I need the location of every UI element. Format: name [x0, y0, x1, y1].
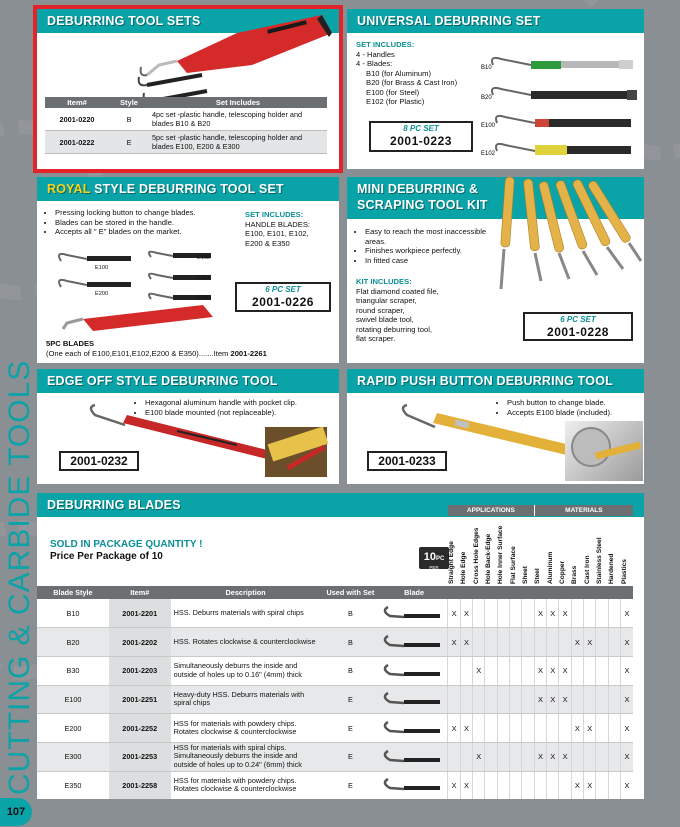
application-mark — [485, 656, 497, 685]
used-with-set: E — [321, 771, 381, 799]
blade-label: E102 — [197, 255, 211, 261]
kit-line: swivel blade tool, — [356, 315, 414, 324]
blade-row — [37, 656, 633, 685]
application-mark: X — [448, 599, 460, 628]
application-mark — [510, 714, 522, 743]
edge-off-usage-photo — [265, 427, 327, 477]
application-mark — [497, 685, 509, 714]
material-mark — [596, 656, 608, 685]
app-column: Hole Back-Edge — [484, 533, 492, 584]
note-text: (One each of E100,E101,E102,E200 & E350).......Item — [46, 348, 231, 358]
app-column: Hole Inner Surface — [497, 525, 505, 584]
set-line: E100, E101, E102, — [245, 229, 309, 238]
application-mark — [510, 685, 522, 714]
blade-row — [37, 714, 633, 743]
description: Simultaneously deburrs the inside and outside of holes up to 0.16" (4mm) thick — [171, 656, 321, 685]
material-mark: X — [534, 742, 546, 771]
application-mark — [460, 742, 472, 771]
material-mark — [608, 599, 620, 628]
note-item: 2001-2261 — [230, 348, 267, 358]
application-mark: X — [448, 714, 460, 743]
app-column: Flat Surface — [509, 546, 517, 584]
feature-item: • Easy to reach the most inaccessible areas. — [365, 227, 490, 246]
application-mark: X — [460, 714, 472, 743]
panel-universal-deburring-set — [347, 9, 644, 169]
material-mark: X — [559, 656, 571, 685]
badge-sub: PER PACKAGE — [423, 565, 445, 576]
material-mark: X — [621, 714, 633, 743]
kit-line: triangular scraper, — [356, 296, 417, 305]
panel-title — [37, 177, 339, 201]
application-mark — [460, 656, 472, 685]
application-mark — [522, 628, 534, 657]
description: HSS. Rotates clockwise & counterclockwise — [171, 628, 321, 657]
material-mark: X — [621, 599, 633, 628]
blade-label: E200 — [95, 291, 109, 297]
material-mark: X — [621, 771, 633, 799]
svg-text:B20: B20 — [481, 95, 492, 101]
material-mark — [608, 685, 620, 714]
material-mark: X — [534, 685, 546, 714]
set-line: B10 (for Aluminum) — [366, 68, 431, 78]
application-mark — [473, 685, 485, 714]
item-code-box — [523, 312, 633, 341]
sold-in-package: SOLD IN PACKAGE QUANTITY ! — [50, 539, 203, 550]
blade-style: B20 — [37, 628, 109, 657]
application-mark — [522, 685, 534, 714]
blade-image — [380, 628, 448, 657]
material-mark — [534, 771, 546, 799]
used-with-set: B — [321, 599, 381, 628]
item-number: 2001-2202 — [109, 628, 171, 657]
material-mark: X — [559, 742, 571, 771]
column-header: Blade — [380, 586, 448, 599]
app-column: Hole Edge — [460, 551, 468, 584]
used-with-set: E — [321, 714, 381, 743]
application-mark — [522, 771, 534, 799]
application-mark — [497, 771, 509, 799]
material-mark — [547, 628, 559, 657]
panel-title: DEBURRING TOOL SETS — [37, 9, 339, 33]
badge-number: 10 — [423, 551, 436, 563]
material-mark — [534, 714, 546, 743]
material-mark: X — [621, 685, 633, 714]
rapid-usage-photo — [565, 421, 643, 481]
mat-column: Hardened — [608, 553, 616, 584]
set-size: 6 PC SET — [560, 315, 596, 324]
set-includes-heading: SET INCLUDES: — [245, 210, 304, 219]
set-line: B20 (for Brass & Cast Iron) — [366, 78, 458, 87]
price-per-package: Price Per Package of 10 — [50, 551, 163, 562]
mat-column: Copper — [558, 560, 566, 584]
material-mark — [559, 714, 571, 743]
application-mark: X — [460, 628, 472, 657]
material-mark — [584, 599, 596, 628]
feature-item: • Accepts all " E" blades on the market. — [55, 227, 235, 237]
application-mark — [448, 685, 460, 714]
feature-item: • In fitted case — [365, 256, 490, 266]
material-mark: X — [571, 628, 583, 657]
application-mark: X — [448, 628, 460, 657]
blade-image — [380, 599, 448, 628]
blade-style: E350 — [37, 771, 109, 799]
panel-mini-deburring-kit — [347, 177, 644, 363]
application-mark — [473, 771, 485, 799]
material-mark: X — [534, 599, 546, 628]
feature-item: • Hexagonal aluminum handle with pocket clip. — [145, 398, 335, 408]
panel-edge-off-tool — [37, 369, 339, 484]
material-mark: X — [571, 714, 583, 743]
blade-image — [380, 771, 448, 799]
panel-title: RAPID PUSH BUTTON DEBURRING TOOL — [347, 369, 644, 393]
column-header: Style — [109, 97, 149, 108]
panel-title: EDGE OFF STYLE DEBURRING TOOL — [37, 369, 339, 393]
application-mark: X — [460, 599, 472, 628]
mini-kit-image — [487, 177, 643, 307]
application-mark — [497, 714, 509, 743]
material-mark: X — [547, 599, 559, 628]
used-with-set: B — [321, 656, 381, 685]
set-line: 4 - Handles — [356, 49, 395, 59]
used-with-set: E — [321, 685, 381, 714]
application-mark — [522, 599, 534, 628]
column-header: Item# — [109, 586, 171, 599]
used-with-set: E — [321, 742, 381, 771]
material-mark — [584, 656, 596, 685]
material-mark — [596, 742, 608, 771]
feature-item: • Blades can be stored in the handle. — [55, 218, 235, 228]
application-mark: X — [448, 771, 460, 799]
mat-column: Aluminum — [546, 551, 554, 584]
app-column: Straight Edge — [447, 541, 455, 584]
application-mark — [510, 628, 522, 657]
application-mark — [485, 628, 497, 657]
app-column: Sheet — [521, 566, 529, 584]
features-list — [55, 208, 235, 237]
kit-includes-heading: KIT INCLUDES: — [356, 277, 412, 286]
set-includes — [356, 40, 491, 107]
royal-word: ROYAL — [47, 182, 91, 196]
panel-title: DEBURRING BLADES — [37, 493, 644, 517]
application-mark — [522, 742, 534, 771]
mat-column: Steel — [534, 568, 542, 584]
application-mark — [473, 628, 485, 657]
material-mark: X — [584, 628, 596, 657]
kit-line: flat scraper. — [356, 334, 396, 343]
feature-item: • Accepts E100 blade (included). — [507, 408, 642, 418]
application-mark — [473, 714, 485, 743]
material-mark: X — [621, 656, 633, 685]
column-header: Set Includes — [149, 97, 327, 108]
kit-line: round scraper, — [356, 305, 405, 315]
set-includes: 4pc set -plastic handle, telescoping holder and blades B10 & B20 — [149, 108, 327, 131]
panel-title-line: MINI DEBURRING & — [357, 182, 479, 196]
highlight-frame — [33, 5, 343, 173]
application-mark — [510, 599, 522, 628]
blade-style: E200 — [37, 714, 109, 743]
set-line: HANDLE BLADES: — [245, 219, 310, 229]
material-mark — [571, 742, 583, 771]
application-mark — [473, 599, 485, 628]
application-mark: X — [460, 771, 472, 799]
item-code: 2001-0223 — [390, 134, 452, 148]
application-mark — [522, 656, 534, 685]
note-heading: 5PC BLADES — [46, 339, 95, 348]
set-includes: 5pc set -plastic handle, telescoping holder and blades E100, E200 & E300 — [149, 131, 327, 154]
item-number: 2001-2251 — [109, 685, 171, 714]
set-includes — [245, 210, 310, 248]
application-mark — [448, 742, 460, 771]
application-mark — [485, 599, 497, 628]
panel-rapid-push-button-tool — [347, 369, 644, 484]
style: B — [109, 108, 149, 131]
material-mark — [608, 656, 620, 685]
material-mark: X — [559, 685, 571, 714]
side-title: CUTTING & CARBIDE TOOLS — [3, 359, 36, 795]
application-mark — [510, 742, 522, 771]
svg-text:B10: B10 — [481, 65, 492, 71]
application-mark — [510, 656, 522, 685]
blade-style: B10 — [37, 599, 109, 628]
blade-row — [37, 628, 633, 657]
application-mark — [485, 714, 497, 743]
svg-text:E102: E102 — [481, 151, 496, 157]
blades-table — [37, 505, 633, 799]
blade-image — [380, 685, 448, 714]
application-mark — [497, 599, 509, 628]
universal-set-image — [479, 47, 639, 162]
item-number: 2001-2258 — [109, 771, 171, 799]
item-code: 2001-0232 — [59, 451, 139, 471]
mat-column: Plastics — [620, 559, 628, 584]
material-mark: X — [534, 656, 546, 685]
material-mark: X — [621, 742, 633, 771]
application-mark — [485, 771, 497, 799]
app-column: Cross Hole Edges — [472, 527, 480, 584]
description: HSS for materials with powdery chips. Rotates clockwise & counterclockwise — [171, 771, 321, 799]
item-code-box — [235, 282, 331, 312]
material-mark: X — [584, 771, 596, 799]
mat-column: Stainless Steel — [595, 537, 603, 584]
panel-title-rest: STYLE DEBURRING TOOL SET — [90, 182, 284, 196]
material-mark — [584, 742, 596, 771]
set-line: 4 - Blades: — [356, 59, 393, 68]
blade-label: E100 — [95, 265, 109, 271]
panel-title-line: SCRAPING TOOL KIT — [357, 198, 488, 212]
description: HSS for materials with powdery chips. Rotates clockwise & counterclockwise — [171, 714, 321, 743]
feature-item: • Push button to change blade. — [507, 398, 642, 408]
material-mark — [596, 685, 608, 714]
description: Heavy-duty HSS. Deburrs materials with spiral chips — [171, 685, 321, 714]
material-mark — [547, 771, 559, 799]
application-mark — [485, 742, 497, 771]
blade-image — [380, 714, 448, 743]
feature-item: • Pressing locking button to change blades. — [55, 208, 235, 218]
blade-pack-note — [46, 339, 336, 358]
material-mark — [559, 771, 571, 799]
material-mark — [571, 656, 583, 685]
item-number: 2001-0220 — [45, 108, 109, 131]
page-number: 107 — [0, 798, 32, 826]
materials-header: MATERIALS — [534, 505, 633, 516]
set-includes-heading: SET INCLUDES: — [356, 40, 415, 49]
features-list — [365, 227, 490, 265]
panel-deburring-blades — [37, 493, 644, 799]
blade-style: B30 — [37, 656, 109, 685]
kit-includes — [356, 277, 496, 344]
application-mark: X — [473, 742, 485, 771]
set-size: 8 PC SET — [403, 124, 439, 133]
description: HSS. Deburrs materials with spiral chips — [171, 599, 321, 628]
application-mark — [485, 685, 497, 714]
material-mark: X — [559, 599, 571, 628]
description: HSS for materials with spiral chips. Simultaneously deburrs the inside and outside of holes up to 0.24" (6mm) thick — [171, 742, 321, 771]
set-line: E100 (for Steel) — [366, 87, 420, 97]
blade-style: E100 — [37, 685, 109, 714]
material-mark: X — [571, 771, 583, 799]
material-mark — [608, 714, 620, 743]
application-mark — [497, 742, 509, 771]
blade-label: E350 — [197, 295, 211, 301]
material-mark — [608, 742, 620, 771]
application-mark — [497, 628, 509, 657]
blade-row — [37, 742, 633, 771]
material-mark — [596, 599, 608, 628]
material-mark — [608, 628, 620, 657]
kit-line: rotating deburring tool, — [356, 324, 432, 334]
material-mark: X — [547, 742, 559, 771]
blade-row — [37, 599, 633, 628]
feature-item: • Finishes workpiece perfectly. — [365, 246, 490, 256]
material-mark: X — [547, 685, 559, 714]
material-mark — [559, 628, 571, 657]
item-number: 2001-2203 — [109, 656, 171, 685]
blade-style: E300 — [37, 742, 109, 771]
set-line: E102 (for Plastic) — [366, 97, 425, 106]
kit-line: Flat diamond coated file, — [356, 286, 439, 296]
blade-image — [380, 656, 448, 685]
blade-image — [380, 742, 448, 771]
column-header: Description — [171, 586, 321, 599]
column-header: Used with Set — [321, 586, 381, 599]
material-mark — [596, 771, 608, 799]
material-mark: X — [621, 628, 633, 657]
item-number: 2001-2252 — [109, 714, 171, 743]
column-header: Blade Style — [37, 586, 109, 599]
item-number: 2001-2201 — [109, 599, 171, 628]
application-mark — [460, 685, 472, 714]
item-code: 2001-0228 — [547, 325, 609, 339]
application-mark — [522, 714, 534, 743]
material-mark — [571, 599, 583, 628]
item-code: 2001-0233 — [367, 451, 447, 471]
used-with-set: B — [321, 628, 381, 657]
panel-royal-style-set — [37, 177, 339, 363]
material-mark — [596, 628, 608, 657]
set-size: 6 PC SET — [265, 285, 301, 294]
material-mark — [584, 685, 596, 714]
mat-column: Brass — [571, 565, 579, 584]
material-mark — [534, 628, 546, 657]
feature-item: • E100 blade mounted (not replaceable). — [145, 408, 335, 418]
item-code-box — [369, 121, 473, 152]
material-mark — [596, 714, 608, 743]
material-mark — [547, 714, 559, 743]
item-code: 2001-0226 — [252, 295, 314, 309]
item-number: 2001-0222 — [45, 131, 109, 154]
badge-pc: PC — [435, 556, 445, 562]
applications-header: APPLICATIONS — [448, 505, 534, 516]
column-header: Item# — [45, 97, 109, 108]
application-mark — [510, 771, 522, 799]
mat-column: Cast Iron — [583, 555, 591, 584]
material-mark: X — [547, 656, 559, 685]
blade-row — [37, 771, 633, 799]
svg-text:E100: E100 — [481, 123, 496, 129]
material-mark: X — [584, 714, 596, 743]
blade-row — [37, 685, 633, 714]
set-line: E200 & E350 — [245, 238, 290, 248]
style: E — [109, 131, 149, 154]
material-mark — [571, 685, 583, 714]
application-mark — [497, 656, 509, 685]
material-mark — [608, 771, 620, 799]
application-mark — [448, 656, 460, 685]
blade-label: E101 — [197, 275, 211, 281]
item-number: 2001-2253 — [109, 742, 171, 771]
panel-title: UNIVERSAL DEBURRING SET — [347, 9, 644, 33]
application-mark: X — [473, 656, 485, 685]
